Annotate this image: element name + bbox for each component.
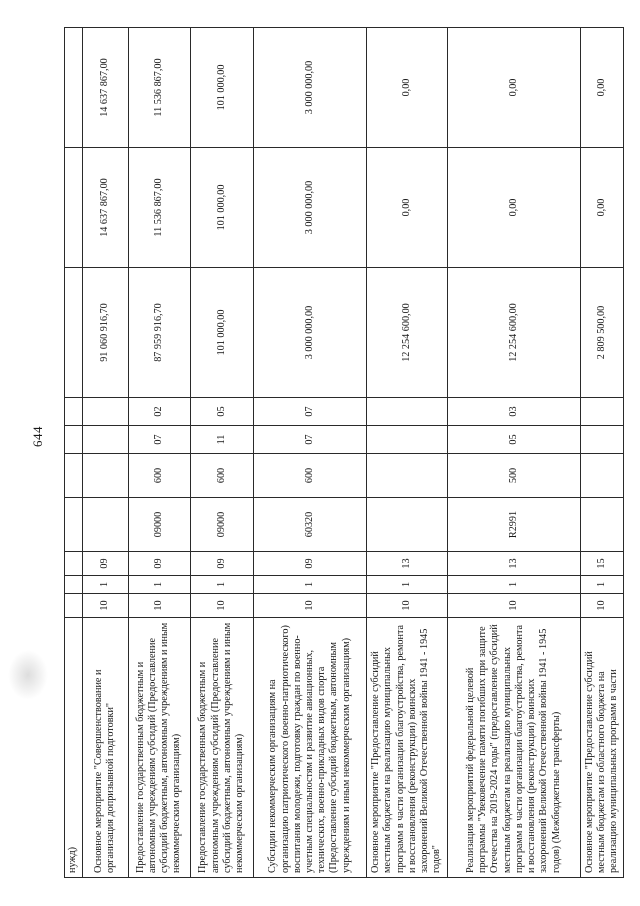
cell-c1: 10 <box>581 594 624 618</box>
table-row <box>447 28 581 878</box>
cell-name: Основное мероприятие "Совершенствование и организация допризывной подготовки" <box>82 618 128 878</box>
cell-amount2: 0,00 <box>447 148 581 268</box>
cell-c6: 07 <box>128 426 190 454</box>
cell-name: Предоставление государственным бюджетным и автономным учреждениям субсидий (Предоставление субсидий бюджетным, автономным учреждениям и иным некоммерческим организациям) <box>128 618 190 878</box>
cell-amount2: 14 637 867,00 <box>82 148 128 268</box>
cell-amount3: 11 536 867,00 <box>128 28 190 148</box>
cell-c7 <box>367 398 448 426</box>
table-row <box>128 28 190 878</box>
cell-c2: 1 <box>581 576 624 594</box>
cell-amount3: 3 000 000,00 <box>254 28 367 148</box>
cell-c3 <box>65 552 83 576</box>
cell-amount1: 12 254 600,00 <box>447 268 581 398</box>
cell-c5 <box>367 454 448 498</box>
cell-c4 <box>65 498 83 552</box>
cell-amount2: 0,00 <box>581 148 624 268</box>
cell-c1: 10 <box>128 594 190 618</box>
cell-c7: 02 <box>128 398 190 426</box>
cell-c2: 1 <box>128 576 190 594</box>
table-row <box>190 28 254 878</box>
cell-name: нужд) <box>65 618 83 878</box>
cell-amount1: 91 060 916,70 <box>82 268 128 398</box>
cell-amount3 <box>65 28 83 148</box>
budget-table <box>64 27 624 878</box>
cell-c4 <box>367 498 448 552</box>
cell-name: Основное мероприятие "Предоставление субсидий местным бюджетам на реализацию муниципальных программ в части организации благоустройства, ремонта и восстановления (реконструкции) воинских захоронений Великой Отечественной войны 1941 - 1945 годов" <box>367 618 448 878</box>
cell-amount1: 87 959 916,70 <box>128 268 190 398</box>
cell-amount3: 0,00 <box>447 28 581 148</box>
cell-c1: 10 <box>447 594 581 618</box>
cell-c1 <box>65 594 83 618</box>
cell-c3: 09 <box>82 552 128 576</box>
cell-c6: 07 <box>254 426 367 454</box>
cell-c6 <box>82 426 128 454</box>
table-row <box>581 28 624 878</box>
table-row <box>65 28 83 878</box>
table-row <box>254 28 367 878</box>
cell-c5: 500 <box>447 454 581 498</box>
cell-c4 <box>82 498 128 552</box>
cell-c4 <box>581 498 624 552</box>
cell-c2: 1 <box>190 576 254 594</box>
cell-name: Основное мероприятие "Предоставление субсидий местным бюджетам из областного бюджета на реализацию муниципальных программ в части <box>581 618 624 878</box>
cell-c5: 600 <box>190 454 254 498</box>
cell-c2: 1 <box>367 576 448 594</box>
cell-amount1: 3 000 000,00 <box>254 268 367 398</box>
cell-c1: 10 <box>367 594 448 618</box>
scan-smudge <box>8 650 48 700</box>
cell-c5 <box>82 454 128 498</box>
cell-c7 <box>82 398 128 426</box>
cell-amount3: 0,00 <box>367 28 448 148</box>
cell-c7: 05 <box>190 398 254 426</box>
cell-amount2: 11 536 867,00 <box>128 148 190 268</box>
table-row <box>367 28 448 878</box>
rotated-table-wrapper <box>64 28 624 878</box>
cell-c7: 07 <box>254 398 367 426</box>
cell-amount1: 2 809 500,00 <box>581 268 624 398</box>
cell-c3: 15 <box>581 552 624 576</box>
cell-amount2: 3 000 000,00 <box>254 148 367 268</box>
cell-name: Субсидии некоммерческим организациям на организацию патриотического (военно-патриотического) воспитания молодежи, подготовку граждан по военно-учетным специальностям и развитие авиационных, технических, военно-прикладных видов спорта (Предоставление субсидий бюджетным, автономным учреждениям и иным некоммерческим организациям) <box>254 618 367 878</box>
cell-c1: 10 <box>190 594 254 618</box>
cell-c6: 11 <box>190 426 254 454</box>
cell-c4: 09000 <box>190 498 254 552</box>
cell-c3: 09 <box>190 552 254 576</box>
cell-c6 <box>65 426 83 454</box>
cell-c7: 03 <box>447 398 581 426</box>
cell-c6 <box>581 426 624 454</box>
cell-c2 <box>65 576 83 594</box>
cell-amount1: 101 000,00 <box>190 268 254 398</box>
cell-c3: 13 <box>367 552 448 576</box>
cell-amount2 <box>65 148 83 268</box>
cell-c5: 600 <box>128 454 190 498</box>
cell-c5: 600 <box>254 454 367 498</box>
cell-c2: 1 <box>254 576 367 594</box>
cell-amount1: 12 254 600,00 <box>367 268 448 398</box>
cell-c7 <box>581 398 624 426</box>
cell-name: Предоставление государственным бюджетным и автономным учреждениям субсидий (Предоставление субсидий бюджетным, автономным учреждениям и иным некоммерческим организациям) <box>190 618 254 878</box>
cell-c2: 1 <box>447 576 581 594</box>
cell-c4: 09000 <box>128 498 190 552</box>
table-row <box>82 28 128 878</box>
cell-c5 <box>65 454 83 498</box>
cell-c6 <box>367 426 448 454</box>
page-number: 644 <box>30 426 45 447</box>
cell-c4: 60320 <box>254 498 367 552</box>
cell-amount1 <box>65 268 83 398</box>
cell-c6: 05 <box>447 426 581 454</box>
cell-c4: R2991 <box>447 498 581 552</box>
cell-amount3: 14 637 867,00 <box>82 28 128 148</box>
cell-c1: 10 <box>254 594 367 618</box>
cell-amount2: 101 000,00 <box>190 148 254 268</box>
cell-c7 <box>65 398 83 426</box>
cell-amount2: 0,00 <box>367 148 448 268</box>
cell-c2: 1 <box>82 576 128 594</box>
cell-c3: 09 <box>128 552 190 576</box>
cell-c1: 10 <box>82 594 128 618</box>
cell-c3: 13 <box>447 552 581 576</box>
cell-amount3: 0,00 <box>581 28 624 148</box>
cell-name: Реализация мероприятий федеральной целевой программы "Увековечение памяти погибших при защите Отечества на 2019-2024 годы" (предоставление субсидий местным бюджетам на реализацию муниципальных программ в части организации благоустройства, ремонта и восстановления (реконструкции) воинских захоронений Великой Отечественной войны 1941 - 1945 годов) (Межбюджетные трансферты) <box>447 618 581 878</box>
cell-amount3: 101 000,00 <box>190 28 254 148</box>
cell-c3: 09 <box>254 552 367 576</box>
cell-c5 <box>581 454 624 498</box>
